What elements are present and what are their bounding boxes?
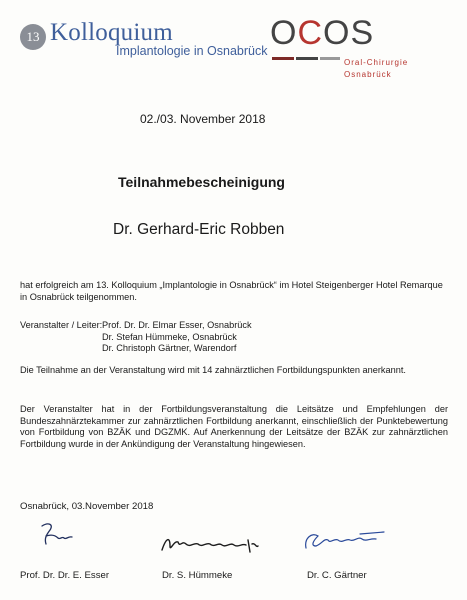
ocos-wordmark: OCOS bbox=[270, 14, 375, 52]
signatory-name: Prof. Dr. Dr. E. Esser bbox=[20, 570, 110, 581]
signature-huemmeke bbox=[160, 534, 260, 558]
kolloquium-logo bbox=[20, 19, 268, 62]
kolloquium-title: Kolloquium bbox=[50, 19, 173, 46]
event-date: 02./03. November 2018 bbox=[140, 112, 266, 126]
signature-esser bbox=[38, 520, 78, 550]
badge-13-icon: 13 bbox=[20, 24, 46, 50]
recipient-name: Dr. Gerhard-Eric Robben bbox=[113, 221, 285, 238]
signature-gaertner bbox=[300, 528, 390, 554]
signatory-name: Dr. C. Gärtner bbox=[307, 570, 367, 581]
document-title: Teilnahmebescheinigung bbox=[118, 174, 285, 190]
guidelines-paragraph: Der Veranstalter hat in der Fortbildungsveranstaltung die Leitsätze und Empfehlungen der Bundeszahnärztekammer zur zahnärztlichen Fortbildung anerkannt, einschließlich der Punktebewertung von Fortbildung von BZÄK und DGZMK. Auf Anerkennung der Leitsätze der BZÄK zur zahnärztlichen Fortbildung wurde in der Ankündigung der Veranstaltung hingewiesen. bbox=[20, 404, 448, 449]
signatory-name: Dr. S. Hümmeke bbox=[162, 570, 233, 581]
kolloquium-subtitle: Implantologie in Osnabrück bbox=[116, 44, 268, 58]
ocos-line-2: Osnabrück bbox=[344, 70, 392, 79]
organizer-name: Prof. Dr. Dr. Elmar Esser, Osnabrück bbox=[102, 320, 252, 330]
ocos-line-1: Oral-Chirurgie bbox=[344, 58, 409, 67]
points-paragraph: Die Teilnahme an der Veranstaltung wird mit 14 zahnärztlichen Fortbildungspunkten anerkannt. bbox=[20, 365, 406, 375]
organizer-name: Dr. Stefan Hümmeke, Osnabrück bbox=[102, 331, 237, 342]
organizer-name: Dr. Christoph Gärtner, Warendorf bbox=[102, 343, 237, 354]
attendance-paragraph: hat erfolgreich am 13. Kolloquium „Implantologie in Osnabrück“ im Hotel Steigenberger Hotel Remarque in Osnabrück teilgenommen. bbox=[20, 280, 443, 302]
ocos-logo bbox=[270, 14, 450, 88]
organizer-list bbox=[102, 320, 252, 355]
place-date: Osnabrück, 03.November 2018 bbox=[20, 501, 154, 512]
organizer-label: Veranstalter / Leiter: bbox=[20, 320, 103, 330]
